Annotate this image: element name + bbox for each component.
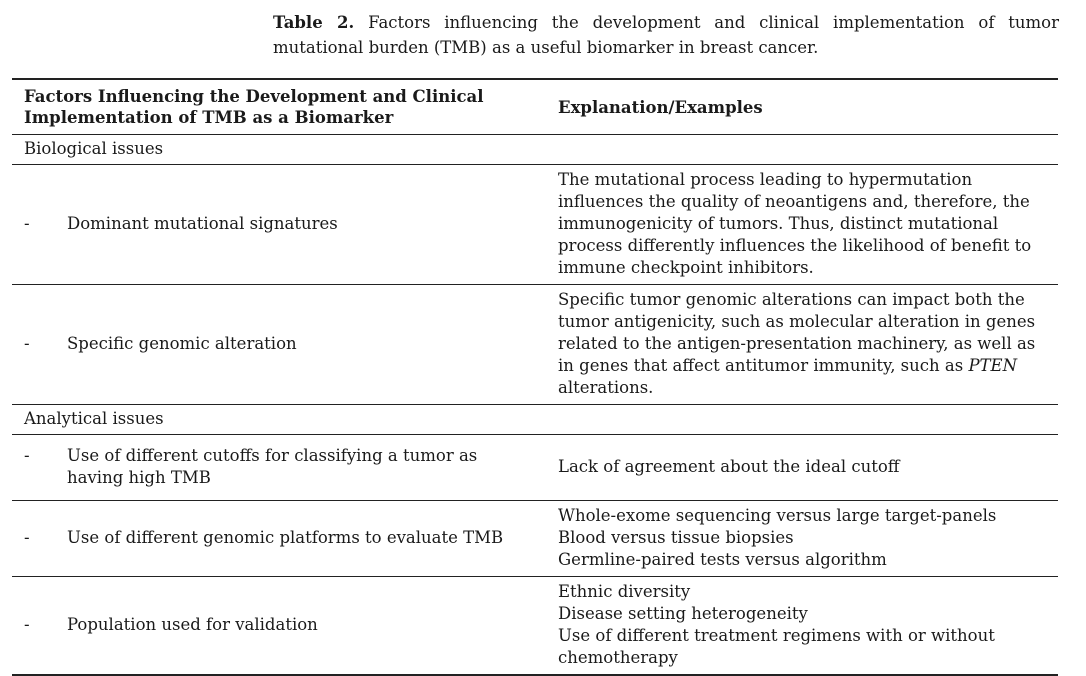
table-body — [12, 135, 1058, 676]
explanation-cell — [546, 577, 1058, 676]
explanation-text: The mutational process leading to hypermutation influences the quality of neoantigens and, therefore, the immunogenicity of tumors. Thus, distinct mutational process differently influences the likelihood of benefit to immune checkpoint inhibitors. — [558, 170, 1032, 277]
explanation-line: Blood versus tissue biopsies — [558, 528, 794, 547]
factor-text: Dominant mutational signatures — [67, 214, 338, 233]
section-title: Analytical issues — [12, 405, 1058, 435]
table-row — [12, 435, 1058, 501]
explanation-cell — [546, 285, 1058, 405]
explanation-line: Disease setting heterogeneity — [558, 604, 808, 623]
explanation-line: Whole-exome sequencing versus large target-panels — [558, 506, 997, 525]
table-row — [12, 165, 1058, 285]
factor-text: Use of different genomic platforms to evaluate TMB — [67, 528, 504, 547]
factor-cell — [12, 577, 546, 676]
factor-cell — [12, 435, 546, 501]
table-header-row — [12, 79, 1058, 135]
table-header — [12, 79, 1058, 135]
header-explanation: Explanation/Examples — [558, 97, 763, 117]
explanation-line: Germline-paired tests versus algorithm — [558, 550, 887, 569]
table-caption-label: Table 2. — [273, 13, 355, 32]
table-row — [12, 501, 1058, 577]
section-title: Biological issues — [12, 135, 1058, 165]
factor-text: Specific genomic alteration — [67, 334, 297, 353]
table-caption — [273, 10, 1059, 60]
bullet-dash: - — [24, 334, 30, 353]
factor-text: Use of different cutoffs for classifying a tumor as having high TMB — [67, 446, 478, 487]
factor-cell — [12, 165, 546, 285]
explanation-cell — [546, 435, 1058, 501]
bullet-dash: - — [24, 214, 30, 233]
explanation-text: Lack of agreement about the ideal cutoff — [558, 457, 900, 476]
table-caption-text: Factors influencing the development and clinical implementation of tumor mutational burden (TMB) as a useful biomarker in breast cancer. — [273, 13, 1059, 57]
explanation-cell — [546, 501, 1058, 577]
table-row — [12, 285, 1058, 405]
factors-table — [12, 78, 1058, 676]
header-factors: Factors Influencing the Development and Clinical Implementation of TMB as a Biomarker — [24, 87, 484, 127]
factor-cell — [12, 501, 546, 577]
bullet-dash: - — [24, 446, 30, 465]
gene-name-italic: PTEN — [968, 356, 1018, 375]
bullet-dash: - — [24, 615, 30, 634]
explanation-text — [558, 289, 1046, 399]
table-row — [12, 577, 1058, 676]
section-row-analytical — [12, 405, 1058, 435]
bullet-dash: - — [24, 528, 30, 547]
explanation-text-after: alterations. — [558, 378, 654, 397]
factors-table-container — [12, 78, 1058, 676]
factor-cell — [12, 285, 546, 405]
explanation-text-before: Specific tumor genomic alterations can impact both the tumor antigenicity, such as molecular alteration in genes related to the antigen-presentation machinery, as well as in genes that affect antitumor immunity, such as — [558, 290, 1036, 375]
explanation-cell — [546, 165, 1058, 285]
explanation-line: Use of different treatment regimens with or without chemotherapy — [558, 626, 995, 667]
section-row-biological — [12, 135, 1058, 165]
factor-text: Population used for validation — [67, 615, 318, 634]
explanation-line: Ethnic diversity — [558, 582, 691, 601]
